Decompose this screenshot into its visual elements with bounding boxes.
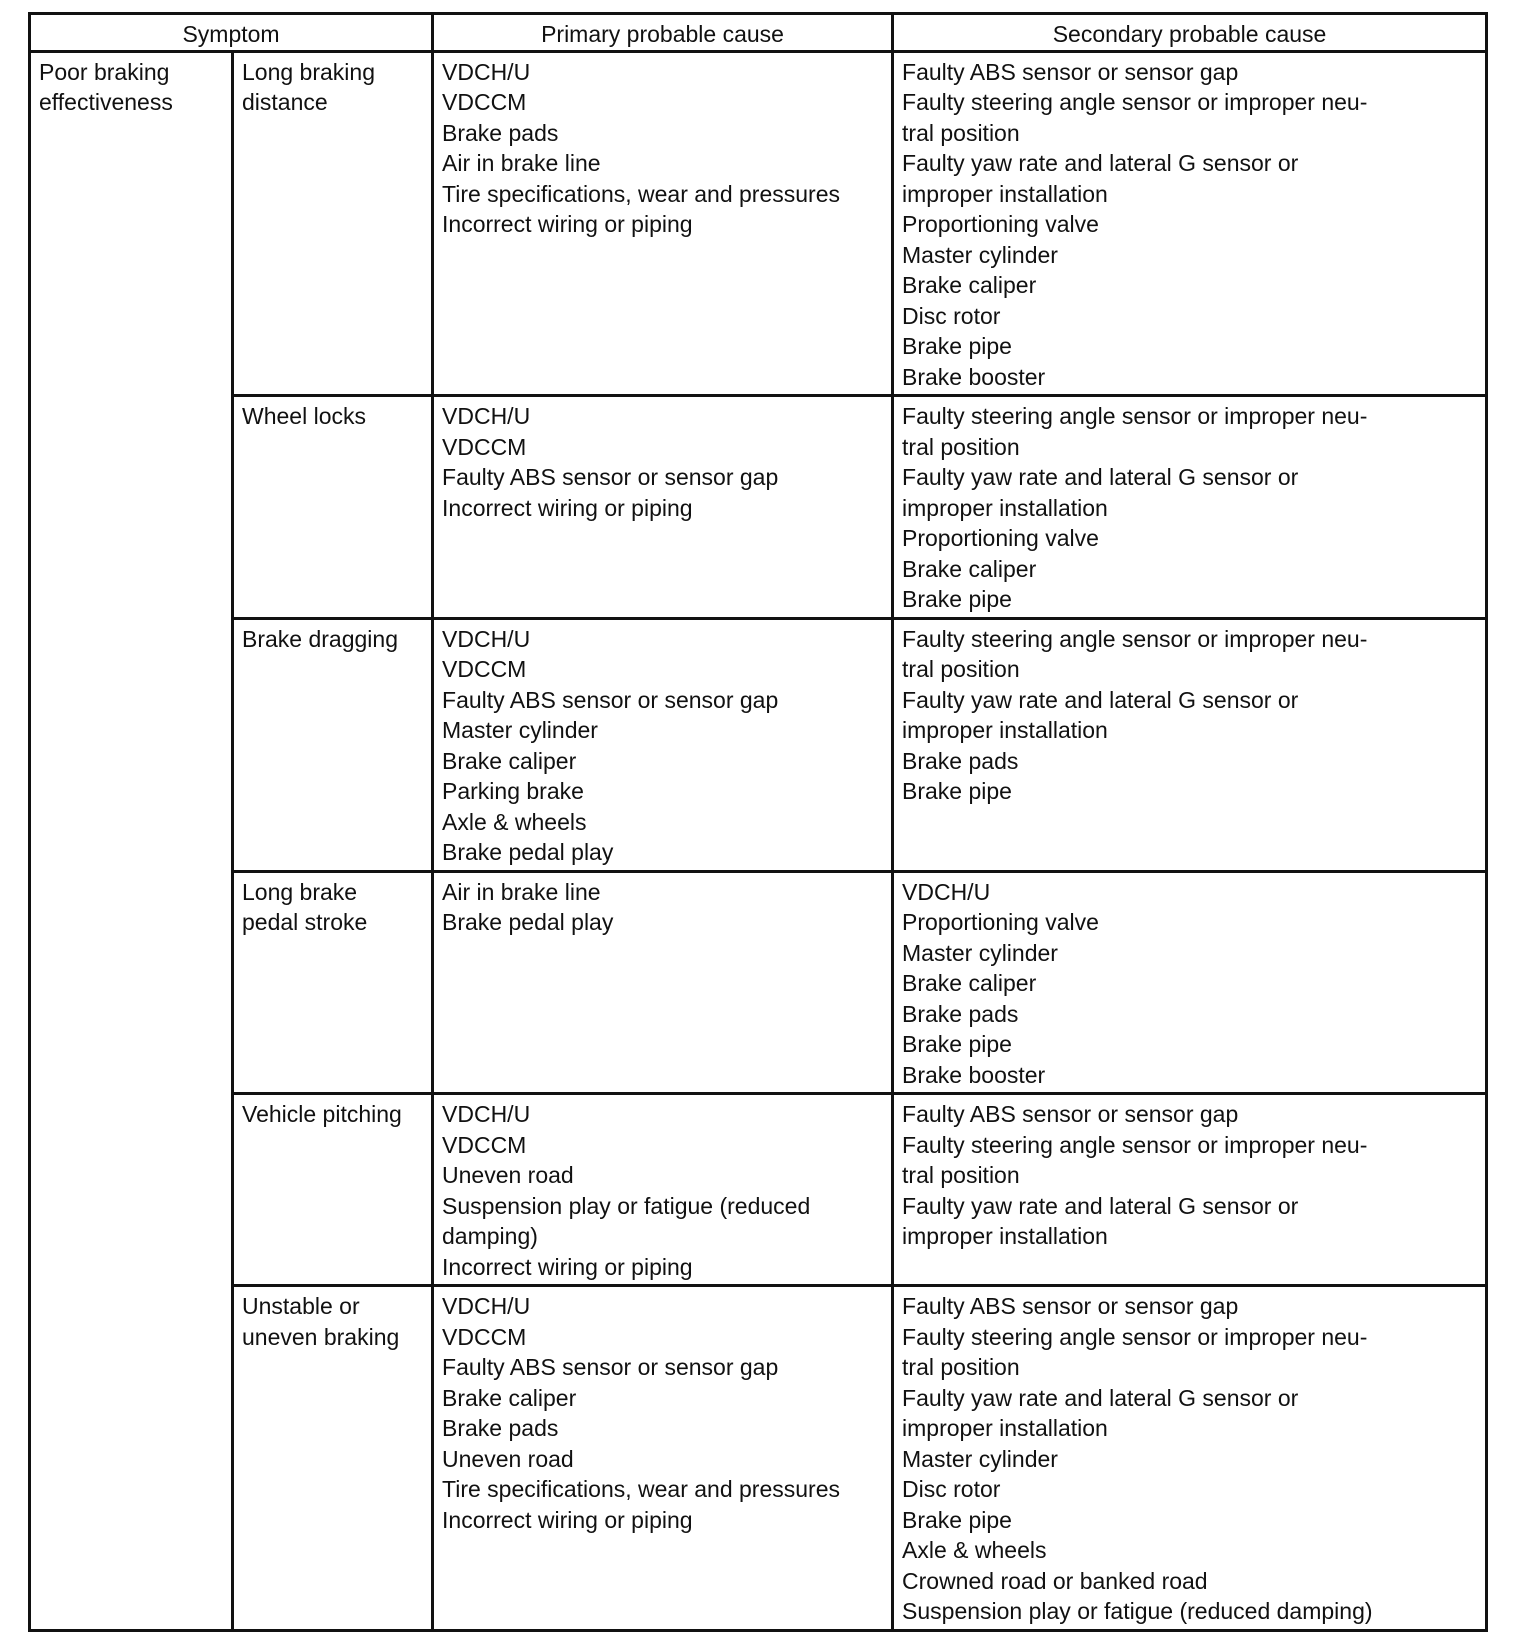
secondary-cause-cell [893,1286,1487,1631]
secondary-cause-cell [893,396,1487,619]
cell-line: Axle & wheels [902,1537,1047,1563]
table-row [30,618,1487,871]
cell-line: effectiveness [39,89,173,115]
cell-line: tral position [902,1162,1020,1188]
symptom-group-cell [30,51,233,1630]
table-row [30,396,1487,619]
cell-line: Master cylinder [442,717,598,743]
cell-line: Air in brake line [442,878,601,905]
symptom-cell [233,871,433,1094]
header-primary-cause: Primary probable cause [433,14,893,52]
cell-line: Brake booster [902,1061,1046,1088]
cell-line: Brake caliper [902,970,1037,996]
cell-line: Brake pipe [902,1506,1012,1533]
primary-cause-cell [433,871,893,1094]
cell-line: Faulty yaw rate and lateral G sensor or [902,686,1299,713]
cell-line: VDCCM [442,656,527,682]
cell-line: tral position [902,1354,1020,1380]
cell-line: Brake caliper [902,555,1037,582]
cell-line: pedal stroke [242,909,368,935]
table-row [30,51,1487,396]
cell-line: VDCH/U [442,403,531,429]
cell-line: Long braking [242,58,375,85]
cell-line: VDCCM [442,433,527,460]
primary-cause-cell [433,396,893,619]
cell-line: improper installation [902,180,1108,207]
cell-line: Brake dragging [242,625,398,652]
cell-line: VDCCM [442,1131,527,1158]
secondary-cause-cell [893,871,1487,1094]
primary-cause-cell [433,1286,893,1631]
cell-line: improper installation [902,1415,1108,1441]
cell-line: VDCH/U [442,625,531,652]
primary-cause-cell [433,618,893,871]
secondary-cause-cell [893,1094,1487,1286]
cell-line: VDCH/U [442,1293,531,1319]
symptom-cell [233,1094,433,1286]
cell-line: Incorrect wiring or piping [442,1253,693,1280]
header-row [30,14,1487,52]
cell-line: Unstable or [242,1293,360,1319]
cell-line: Brake caliper [902,272,1037,298]
cell-line: Faulty steering angle sensor or improper neu- [902,1323,1368,1350]
cell-line: Suspension play or fatigue (reduced damping) [902,1598,1373,1624]
cell-line: Faulty yaw rate and lateral G sensor or [902,464,1299,490]
header-symptom: Symptom [30,14,433,52]
cell-line: Incorrect wiring or piping [442,211,693,237]
primary-cause-cell [433,51,893,396]
cell-line: Faulty ABS sensor or sensor gap [902,58,1239,85]
diagnosis-table [28,12,1488,1632]
cell-line: Brake pads [902,1000,1019,1027]
cell-line: Brake pipe [902,1031,1012,1057]
cell-line: Faulty steering angle sensor or improper neu- [902,625,1368,652]
cell-line: Uneven road [442,1445,574,1472]
cell-line: Brake booster [902,363,1046,390]
cell-line: Disc rotor [902,302,1001,329]
table-body [30,51,1487,1630]
cell-line: Faulty ABS sensor or sensor gap [902,1101,1239,1127]
cell-line: Suspension play or fatigue (reduced [442,1192,811,1219]
symptom-cell [233,51,433,396]
cell-line: Brake pedal play [442,909,614,935]
cell-line: VDCCM [442,89,527,115]
header-secondary-cause: Secondary probable cause [893,14,1487,52]
cell-line: Faulty yaw rate and lateral G sensor or [902,1384,1299,1411]
cell-line: Poor braking [39,58,170,85]
cell-line: Proportioning valve [902,909,1099,935]
secondary-cause-cell [893,51,1487,396]
cell-line: Faulty ABS sensor or sensor gap [902,1293,1239,1319]
cell-line: Brake pipe [902,586,1012,612]
table-row [30,871,1487,1094]
cell-line: Brake pads [442,119,559,146]
symptom-cell [233,1286,433,1631]
cell-line: Faulty ABS sensor or sensor gap [442,464,779,490]
cell-line: Faulty ABS sensor or sensor gap [442,686,779,713]
cell-line: Disc rotor [902,1476,1001,1502]
cell-line: damping) [442,1223,538,1249]
cell-line: Tire specifications, wear and pressures [442,1476,841,1502]
symptom-cell [233,618,433,871]
cell-line: Wheel locks [242,403,366,429]
cell-line: Faulty steering angle sensor or improper neu- [902,1131,1368,1158]
cell-line: Faulty steering angle sensor or improper neu- [902,89,1368,115]
cell-line: Proportioning valve [902,211,1099,237]
cell-line: Brake caliper [442,747,577,774]
cell-line: tral position [902,433,1020,460]
cell-line: improper installation [902,717,1108,743]
cell-line: Faulty yaw rate and lateral G sensor or [902,1192,1299,1219]
cell-line: Incorrect wiring or piping [442,1506,693,1533]
cell-line: Parking brake [442,778,584,804]
cell-line: uneven braking [242,1323,400,1350]
secondary-cause-cell [893,618,1487,871]
cell-line: Uneven road [442,1162,574,1188]
table-row [30,1286,1487,1631]
cell-line: Air in brake line [442,150,601,176]
cell-line: Tire specifications, wear and pressures [442,180,841,207]
cell-line: Brake pipe [902,778,1012,804]
cell-line: Incorrect wiring or piping [442,494,693,521]
cell-line: Brake pedal play [442,839,614,865]
cell-line: Proportioning valve [902,525,1099,551]
cell-line: Axle & wheels [442,808,587,835]
cell-line: Master cylinder [902,1445,1058,1472]
cell-line: VDCH/U [442,1101,531,1127]
cell-line: VDCCM [442,1323,527,1350]
cell-line: Crowned road or banked road [902,1567,1208,1594]
cell-line: Master cylinder [902,241,1058,268]
cell-line: Long brake [242,878,358,905]
cell-line: VDCH/U [442,58,531,85]
cell-line: tral position [902,656,1020,682]
table-row [30,1094,1487,1286]
cell-line: improper installation [902,494,1108,521]
cell-line: Vehicle pitching [242,1101,402,1127]
cell-line: Brake pipe [902,333,1012,359]
symptom-cell [233,396,433,619]
cell-line: Faulty steering angle sensor or improper neu- [902,403,1368,429]
cell-line: Faulty yaw rate and lateral G sensor or [902,150,1299,176]
cell-line: VDCH/U [902,878,991,905]
cell-line: distance [242,89,328,115]
cell-line: Faulty ABS sensor or sensor gap [442,1354,779,1380]
cell-line: improper installation [902,1223,1108,1249]
cell-line: Brake pads [902,747,1019,774]
cell-line: tral position [902,119,1020,146]
cell-line: Master cylinder [902,939,1058,966]
cell-line: Brake caliper [442,1384,577,1411]
cell-line: Brake pads [442,1415,559,1441]
primary-cause-cell [433,1094,893,1286]
